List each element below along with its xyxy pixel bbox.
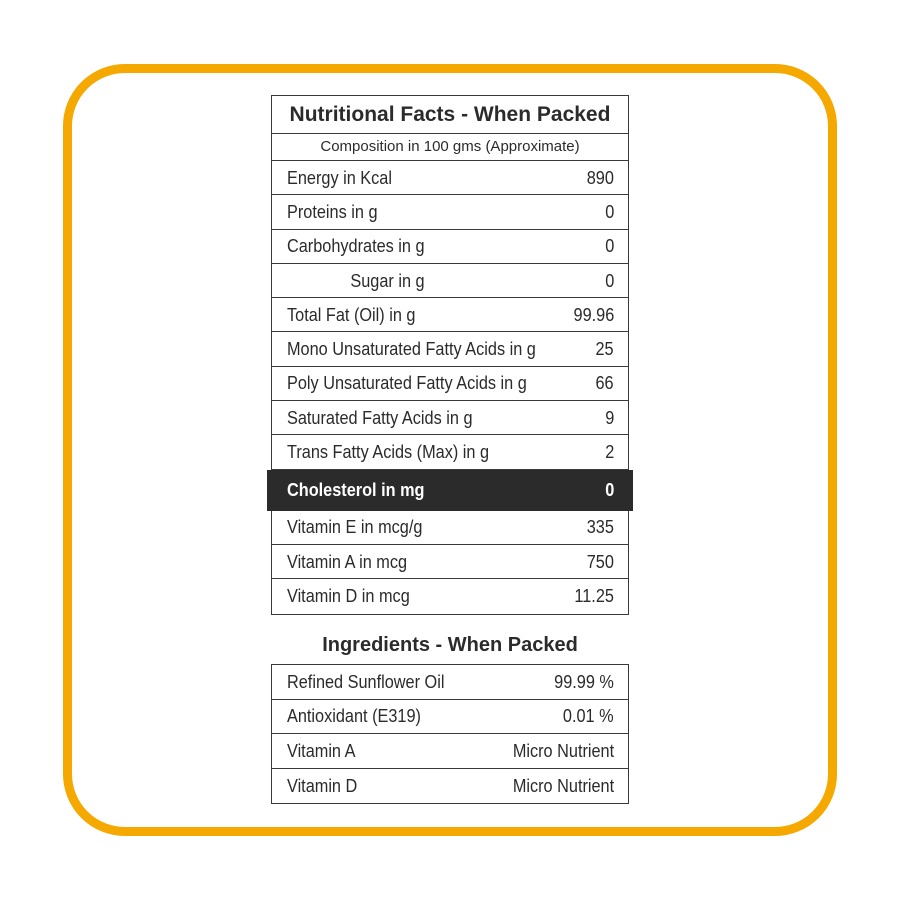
row-value: 0 [604,200,614,222]
row-label: Carbohydrates in g [287,235,425,257]
row-value: 0 [604,235,614,257]
nutrition-row-carbohydrates [272,230,628,264]
row-label: Poly Unsaturated Fatty Acids in g [287,372,527,394]
row-value: 11.25 [574,585,614,607]
row-label: Proteins in g [287,200,378,222]
row-label: Antioxidant (E319) [287,705,421,727]
row-value: Micro Nutrient [512,739,614,761]
nutrition-row-vitamin-e [272,511,628,545]
row-label: Vitamin D [287,774,358,796]
row-value: 0.01 % [563,705,614,727]
row-label: Cholesterol in mg [287,479,425,501]
row-label: Refined Sunflower Oil [287,670,445,692]
row-label: Energy in Kcal [287,166,392,188]
row-label: Saturated Fatty Acids in g [287,406,473,428]
row-value: 99.99 % [554,670,614,692]
nutrition-row-trans-fat [272,435,628,469]
row-value: 99.96 [573,303,614,325]
row-value: 335 [586,516,614,538]
nutrition-row-vitamin-d [272,579,628,613]
nutrition-facts-table [271,95,629,615]
nutrition-row-proteins [272,195,628,229]
row-label: Vitamin D in mcg [287,585,410,607]
row-label: Vitamin A in mcg [287,550,408,572]
ingredient-row-vitamin-a [272,734,628,769]
row-value: Micro Nutrient [512,774,614,796]
ingredients-title: Ingredients - When Packed [322,634,578,656]
row-value: 890 [586,166,614,188]
ingredient-row-vitamin-d [272,769,628,804]
nutrition-row-vitamin-a [272,545,628,579]
row-value: 2 [604,441,614,463]
row-label: Mono Unsaturated Fatty Acids in g [287,338,536,360]
ingredients-table [271,664,629,804]
nutrition-row-total-fat [272,298,628,332]
row-value: 9 [604,406,614,428]
nutrition-row-pufa [272,367,628,401]
row-label: Vitamin E in mcg/g [287,516,423,538]
nutrition-row-sugar [272,264,628,298]
row-value: 66 [595,372,614,394]
row-label: Trans Fatty Acids (Max) in g [287,441,490,463]
nutrition-facts-title: Nutritional Facts - When Packed [272,96,628,134]
row-label: Total Fat (Oil) in g [287,303,416,325]
nutrition-row-cholesterol [267,470,633,511]
row-label: Vitamin A [287,739,356,761]
row-value: 750 [586,550,614,572]
ingredient-row-antioxidant [272,700,628,735]
ingredient-row-sunflower-oil [272,665,628,700]
row-value: 0 [604,269,614,291]
row-label: Sugar in g [350,269,425,291]
nutrition-row-mufa [272,332,628,366]
row-value: 25 [595,338,614,360]
nutrition-facts-subtitle: Composition in 100 gms (Approximate) [272,134,628,161]
row-value: 0 [604,479,614,501]
nutrition-row-saturated-fat [272,401,628,435]
nutrition-row-energy [272,161,628,195]
